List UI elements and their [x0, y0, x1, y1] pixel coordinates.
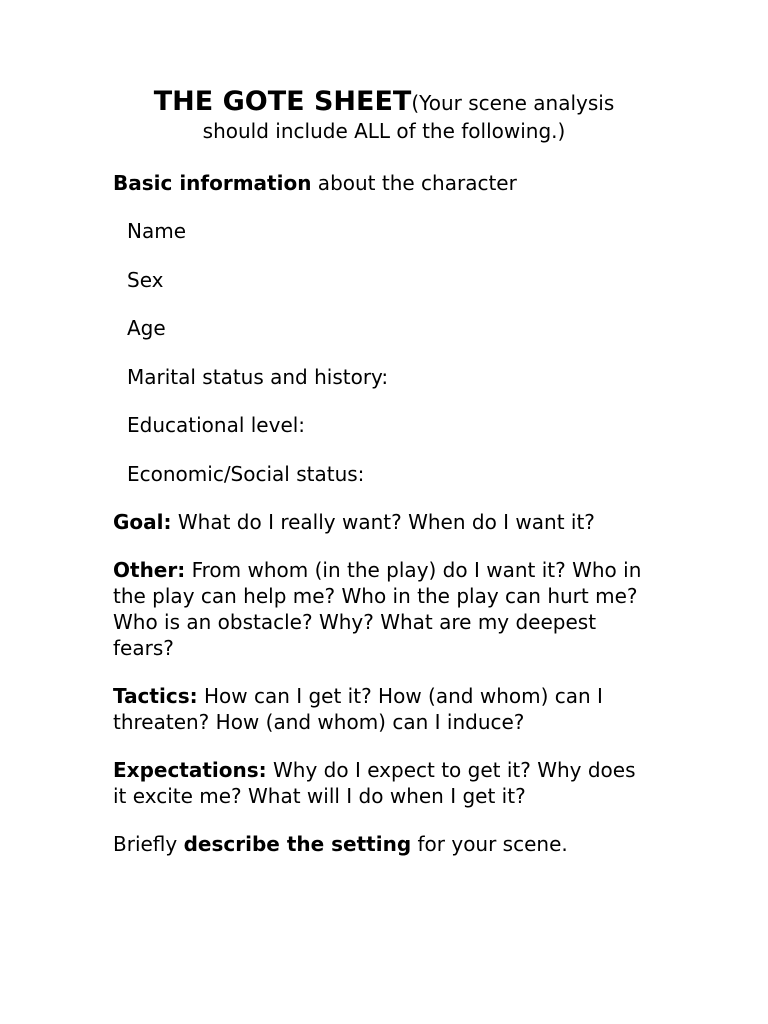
- section-expectations-label: Expectations:: [113, 758, 267, 782]
- basic-info-bold: Basic information: [113, 171, 312, 195]
- section-goal: [113, 509, 653, 535]
- section-tactics-text: How can I get it? How (and whom) can I threaten? How (and whom) can I induce?: [113, 684, 603, 734]
- title-subtitle-part2: should include ALL of the following.): [202, 119, 566, 143]
- section-other-label: Other:: [113, 558, 186, 582]
- section-tactics: [113, 683, 653, 735]
- title-subtitle-part1: (Your scene analysis: [411, 91, 615, 115]
- closing-bold: describe the setting: [183, 832, 412, 856]
- field-economic-social-status: Economic/Social status:: [127, 461, 365, 486]
- document-body: [113, 170, 653, 879]
- title-block: [104, 88, 664, 145]
- page-title: THE GOTE SHEET: [153, 86, 412, 117]
- basic-info-rest: about the character: [311, 171, 517, 195]
- closing-instruction: [113, 831, 653, 857]
- section-other-text: From whom (in the play) do I want it? Who in the play can help me? Who in the play can hurt me? Who is an obstacle? Why? What are my deepest fears?: [113, 558, 642, 660]
- field-educational-level: Educational level:: [127, 413, 306, 437]
- closing-pre: Briefly: [113, 832, 184, 856]
- field-age: Age: [127, 316, 166, 340]
- section-goal-label: Goal:: [113, 510, 172, 534]
- section-expectations-text: Why do I expect to get it? Why does it excite me? What will I do when I get it?: [113, 758, 636, 808]
- section-goal-text: What do I really want? When do I want it?: [171, 510, 595, 534]
- field-marital-status: Marital status and history:: [127, 364, 389, 389]
- basic-info-heading: [113, 170, 653, 196]
- field-sex: Sex: [127, 267, 164, 292]
- field-name: Name: [127, 219, 187, 243]
- section-tactics-label: Tactics:: [113, 684, 198, 708]
- section-expectations: [113, 757, 653, 809]
- closing-post: for your scene.: [411, 832, 568, 856]
- section-other: [113, 557, 653, 661]
